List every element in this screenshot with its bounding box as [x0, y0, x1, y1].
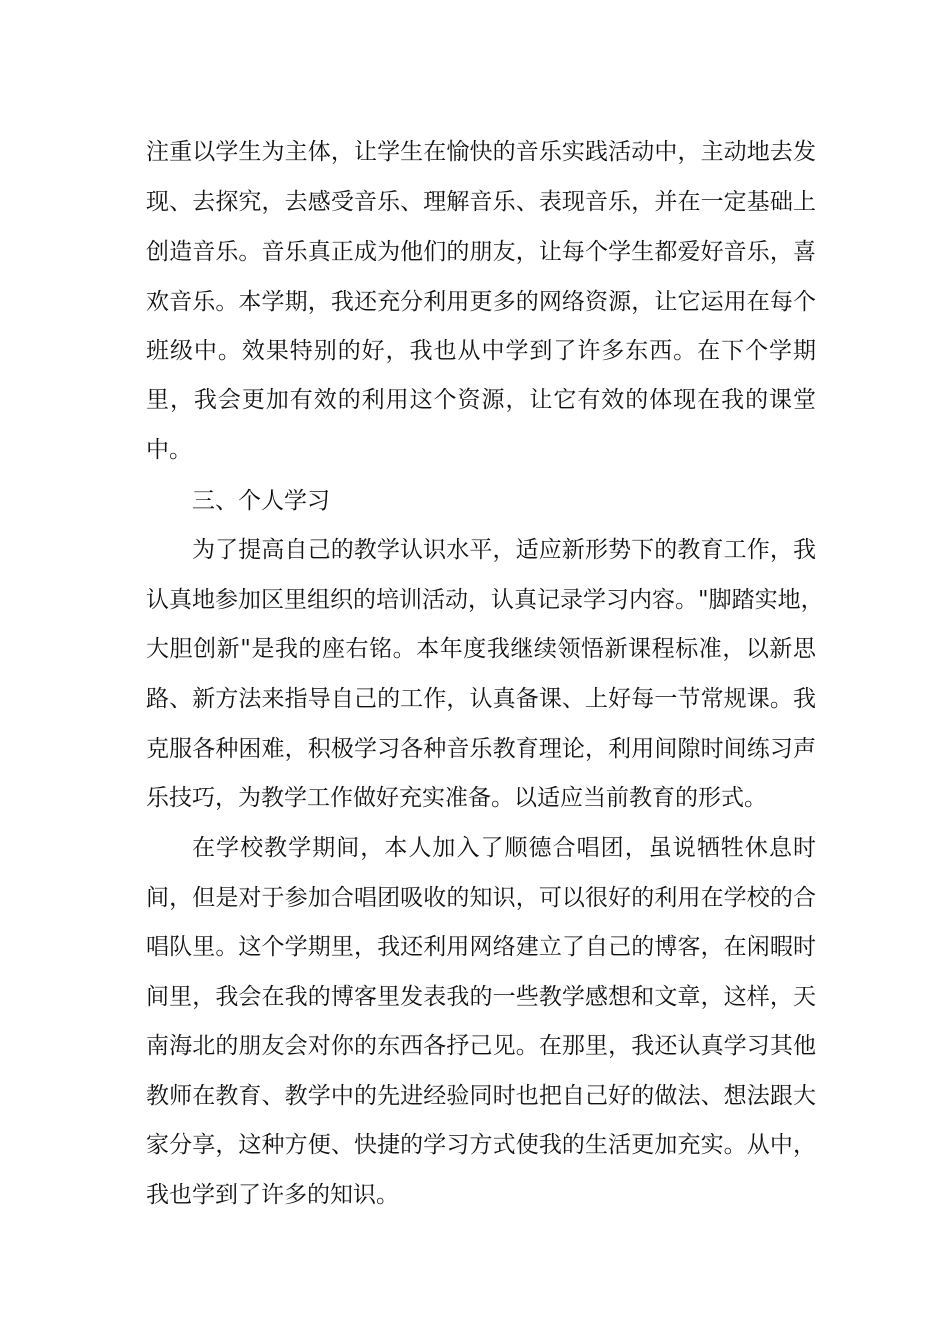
text-line: 路、新方法来指导自己的工作，认真备课、上好每一节常规课。我	[146, 686, 816, 712]
text-line: 间里，我会在我的博客里发表我的一些教学感想和文章，这样，天	[146, 984, 816, 1010]
text-line: 教师在教育、教学中的先进经验同时也把自己好的做法、想法跟大	[146, 1083, 816, 1109]
text-line: 唱队里。这个学期里，我还利用网络建立了自己的博客，在闲暇时	[146, 934, 816, 960]
text-line: 大胆创新"是我的座右铭。本年度我继续领悟新课程标准，以新思	[146, 636, 816, 662]
text-line: 班级中。效果特别的好，我也从中学到了许多东西。在下个学期	[146, 338, 816, 364]
text-line: 创造音乐。音乐真正成为他们的朋友，让每个学生都爱好音乐，喜	[146, 239, 816, 265]
paragraph-first-line: 在学校教学期间，本人加入了顺德合唱团，虽说牺牲休息时	[192, 835, 816, 861]
section-heading: 三、个人学习	[192, 488, 330, 514]
text-line: 间，但是对于参加合唱团吸收的知识，可以很好的利用在学校的合	[146, 885, 816, 911]
text-line: 里，我会更加有效的利用这个资源，让它有效的体现在我的课堂	[146, 387, 816, 413]
text-line: 家分享，这种方便、快捷的学习方式使我的生活更加充实。从中，	[146, 1132, 816, 1158]
text-line: 现、去探究，去感受音乐、理解音乐、表现音乐，并在一定基础上	[146, 189, 816, 215]
text-line: 认真地参加区里组织的培训活动，认真记录学习内容。"脚踏实地，	[146, 587, 824, 613]
text-line: 中。	[146, 437, 192, 463]
text-line: 南海北的朋友会对你的东西各抒己见。在那里，我还认真学习其他	[146, 1033, 816, 1059]
text-line: 乐技巧，为教学工作做好充实准备。以适应当前教育的形式。	[146, 785, 767, 811]
text-line: 克服各种困难，积极学习各种音乐教育理论，利用间隙时间练习声	[146, 736, 816, 762]
text-line: 注重以学生为主体，让学生在愉快的音乐实践活动中，主动地去发	[146, 139, 816, 165]
text-line: 我也学到了许多的知识。	[146, 1182, 399, 1208]
paragraph-first-line: 为了提高自己的教学认识水平，适应新形势下的教育工作，我	[192, 537, 816, 563]
text-line: 欢音乐。本学期，我还充分利用更多的网络资源，让它运用在每个	[146, 289, 816, 315]
